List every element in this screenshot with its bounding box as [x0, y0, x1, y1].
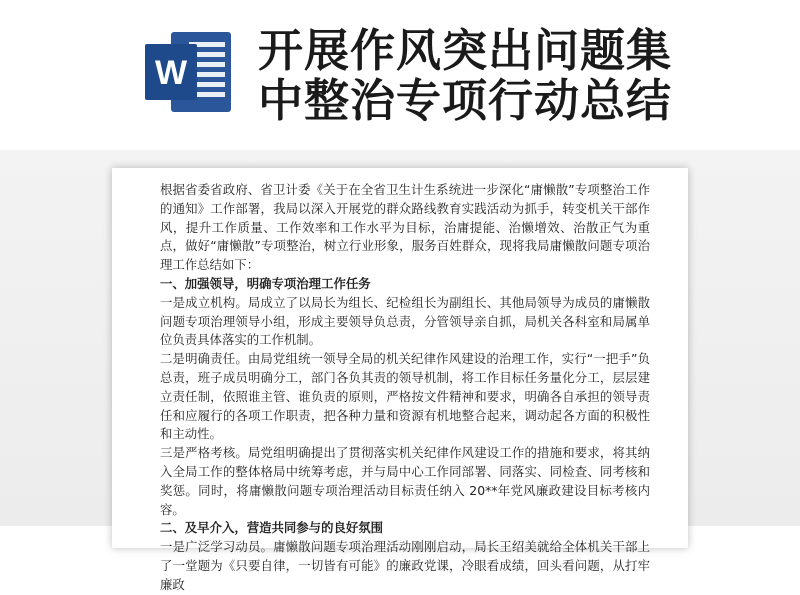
- paragraph: 根据省委省政府、省卫计委《关于在全省卫生计生系统进一步深化“庸懒散”专项整治工作的通知》工作部署，我局以深入开展党的群众路线教育实践活动为抓手，转变机关干部作风，提升工作质量、工作效率和工作水平为目标，治庸提能、治懒增效、治散正气为重点，做好“庸懒散”专项整治，树立行业形象，服务百姓群众，现将我局庸懒散问题专项治理工作总结如下：: [160, 182, 650, 273]
- paragraph: 一是成立机构。局成立了以局长为组长、纪检组长为副组长、其他局领导为成员的庸懒散问题专项治理领导小组，形成主要领导负总责，分管领导亲自抓，局机关各科室和局属单位负责具体落实的工作机制。: [160, 294, 650, 348]
- section-heading: 一、加强领导，明确专项治理工作任务: [160, 275, 371, 291]
- paragraph: 二是明确责任。由局党组统一领导全局的机关纪律作风建设的治理工作，实行“一把手”负总责，班子成员明确分工，部门各负其责的领导机制，将工作目标任务量化分工，层层建立责任制，依照谁主管、谁负责的原则，严格按文件精神和要求，明确各自承担的领导责任和应履行的各项工作职责，把各种力量和资源有机地整合起来，调动起各方面的积极性和主动性。: [160, 351, 650, 442]
- document-body: [160, 181, 650, 595]
- word-icon-letter: W: [154, 54, 188, 92]
- title-line-2: 中整治专项行动总结: [258, 74, 673, 127]
- paragraph: 一是广泛学习动员。庸懒散问题专项治理活动刚刚启动，局长王绍美就给全体机关干部上了一堂题为《只要自律，一切皆有可能》的廉政党课，冷眼看成绩，回头看问题，从打牢廉政: [160, 539, 650, 592]
- paragraph: 三是严格考核。局党组明确提出了贯彻落实机关纪律作风建设工作的措施和要求，将其纳入全局工作的整体格局中统筹考虑，并与局中心工作同部署、同落实、同检查、同考核和奖惩。同时，将庸懒散问题专项治理活动目标责任纳入 20**年党风廉政建设目标考核内容。: [160, 445, 650, 517]
- title-line-1: 开展作风突出问题集: [258, 24, 673, 77]
- header-banner: [0, 0, 800, 150]
- page-title: [258, 26, 778, 126]
- section-heading: 二、及早介入，营造共同参与的良好氛围: [160, 520, 384, 536]
- word-document-icon: [143, 26, 235, 118]
